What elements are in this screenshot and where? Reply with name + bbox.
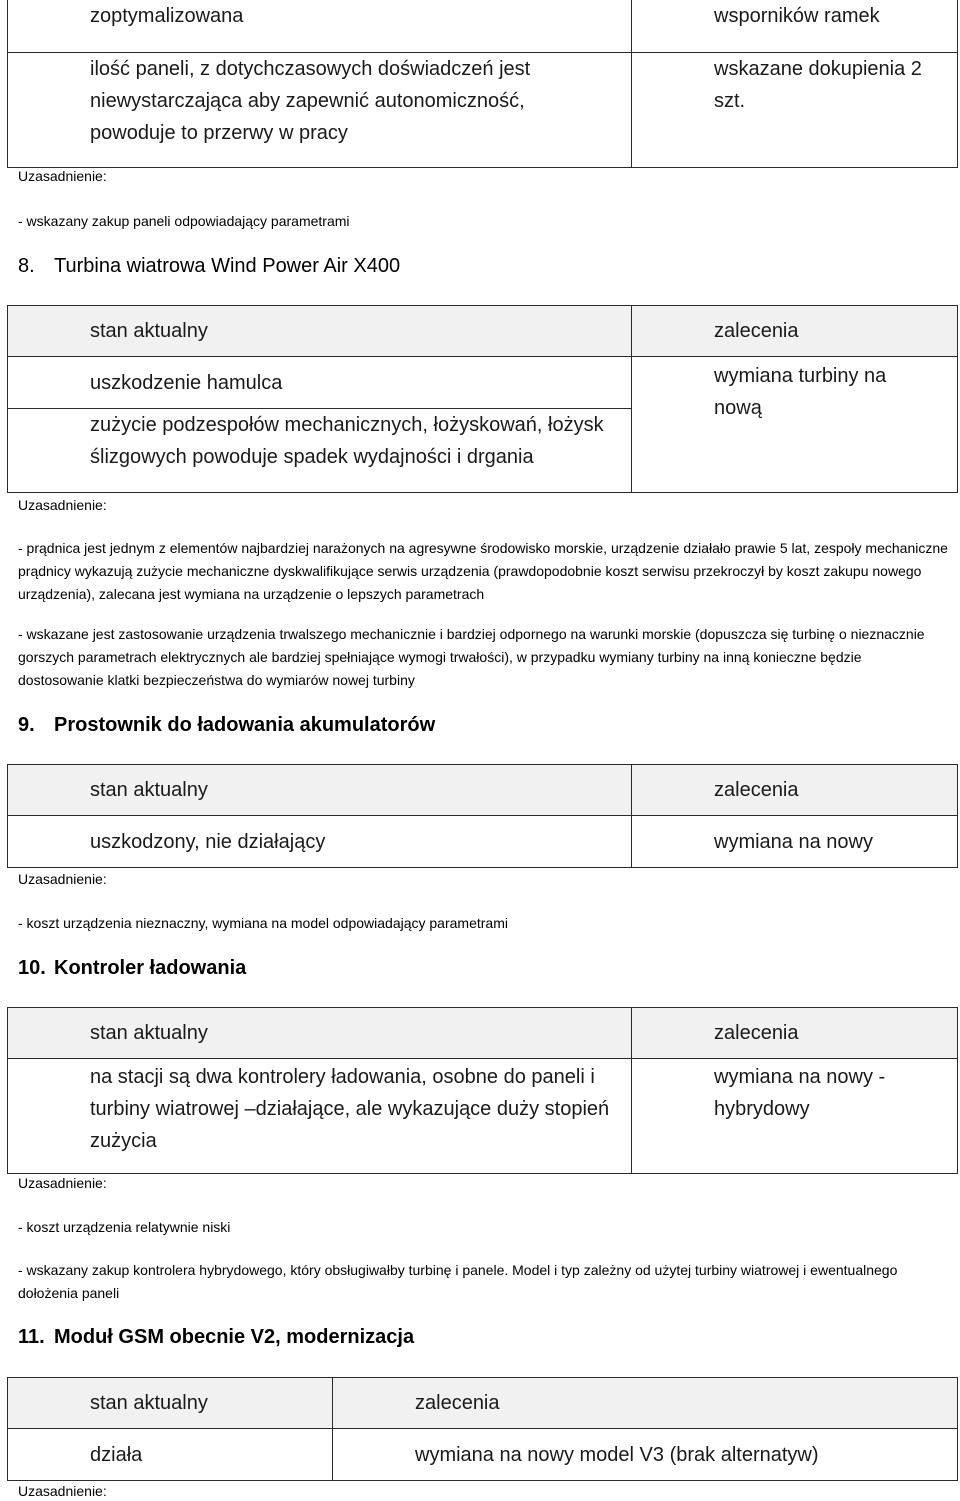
uzasadnienie-label: Uzasadnienie: xyxy=(18,168,107,184)
section-title: Turbina wiatrowa Wind Power Air X400 xyxy=(54,255,401,277)
cell-line: wymiana na nowy - xyxy=(714,1066,886,1088)
cell-line: wymiana turbiny na xyxy=(714,365,887,387)
cell-line: nową xyxy=(714,397,762,419)
header-zalecenia: zalecenia xyxy=(333,1378,958,1429)
section-9-table xyxy=(7,764,958,868)
header-zalecenia: zalecenia xyxy=(632,1008,958,1059)
cell-line: ilość paneli, z dotychczasowych doświadczeń jest xyxy=(90,57,531,80)
zalecenia-cell: wymiana na nowy xyxy=(632,816,958,868)
uzasadnienie-label: Uzasadnienie: xyxy=(18,497,107,513)
cell-line: szt. xyxy=(714,89,746,112)
section-number: 8. xyxy=(18,255,35,277)
uzasadnienie-label: Uzasadnienie: xyxy=(18,1483,107,1499)
cell-line: zużycia xyxy=(90,1130,157,1152)
cell-line: niewystarczająca aby zapewnić autonomiczność, xyxy=(90,89,525,112)
cell-line: ślizgowych powoduje spadek wydajności i drgania xyxy=(90,446,534,468)
header-stan-aktualny: stan aktualny xyxy=(8,1378,333,1429)
section-number: 10. xyxy=(18,957,46,979)
section-title: Prostownik do ładowania akumulatorów xyxy=(54,714,436,736)
cell-line: na stacji są dwa kontrolery ładowania, osobne do paneli i xyxy=(90,1066,595,1088)
zalecenia-cell: wymiana na nowy model V3 (brak alternatyw) xyxy=(333,1429,958,1481)
uzasadnienie-label: Uzasadnienie: xyxy=(18,1175,107,1191)
header-zalecenia: zalecenia xyxy=(632,306,958,357)
cell-line: hybrydowy xyxy=(714,1098,810,1120)
stan-cell: uszkodzony, nie działający xyxy=(8,816,632,868)
cell-text: zoptymalizowana xyxy=(90,5,244,27)
section-11-table xyxy=(7,1377,958,1481)
section-title: Moduł GSM obecnie V2, modernizacja xyxy=(54,1326,415,1348)
section-number: 9. xyxy=(18,714,35,736)
section-11-heading xyxy=(18,1326,414,1349)
header-stan-aktualny: stan aktualny xyxy=(8,306,632,357)
top-table-cell-left-1 xyxy=(8,0,632,52)
uzasadnienie-label: Uzasadnienie: xyxy=(18,871,107,887)
justification-text: - wskazany zakup kontrolera hybrydowego, który obsługiwałby turbinę i panele. Model i typ zależny od użytej turbiny wiatrowej i ewentualnego dołożenia paneli xyxy=(18,1262,898,1301)
justification-text: - koszt urządzenia nieznaczny, wymiana na model odpowiadający parametrami xyxy=(18,915,508,931)
stan-cell: działa xyxy=(8,1429,333,1481)
header-stan-aktualny: stan aktualny xyxy=(8,1008,632,1059)
top-table-cell-right-2 xyxy=(632,52,958,167)
stan-cell-1 xyxy=(8,357,632,409)
zalecenia-cell xyxy=(632,357,958,493)
section-title: Kontroler ładowania xyxy=(54,957,247,979)
justification-text: - wskazany zakup paneli odpowiadający parametrami xyxy=(18,213,350,229)
section-10-table xyxy=(7,1007,958,1174)
top-table-cell-left-2 xyxy=(8,52,632,167)
cell-text: wsporników ramek xyxy=(714,5,880,27)
justification-text: - wskazane jest zastosowanie urządzenia trwalszego mechanicznie i bardziej odpornego na warunki morskie (dopuszcza się turbinę o nieznacznie gorszych parametrach elektrycznych ale bardziej spełniające wymogi trwałości), w przypadku wymiany turbiny na inną konieczne będzie dostosowanie klatki bezpieczeństwa do wymiarów nowej turbiny xyxy=(18,626,925,688)
cell-line: turbiny wiatrowej –działające, ale wykazujące duży stopień xyxy=(90,1098,610,1120)
cell-line: zużycie podzespołów mechanicznych, łożyskowań, łożysk xyxy=(90,414,604,436)
section-number: 11. xyxy=(18,1326,45,1348)
justification-text: - koszt urządzenia relatywnie niski xyxy=(18,1219,231,1235)
cell-line: powoduje to przerwy w pracy xyxy=(90,121,348,144)
cell-text: uszkodzenie hamulca xyxy=(90,371,283,394)
top-table xyxy=(7,0,958,168)
stan-cell-2 xyxy=(8,409,632,493)
justification-text: - prądnica jest jednym z elementów najbardziej narażonych na agresywne środowisko morskie, urządzenie działało prawie 5 lat, zespoły mechaniczne prądnicy wykazują zużycie mechaniczne dyskwalifikujące serwis urządzenia (prawdopodobnie koszt serwisu przekroczył by koszt zakupu nowego urządzenia), zalecana jest wymiana na urządzenie o lepszych parametrach xyxy=(18,540,948,602)
section-8-heading xyxy=(18,255,400,278)
top-table-cell-right-1 xyxy=(632,0,958,52)
header-zalecenia: zalecenia xyxy=(632,765,958,816)
header-stan-aktualny: stan aktualny xyxy=(8,765,632,816)
section-8-table xyxy=(7,305,958,493)
cell-line: wskazane dokupienia 2 xyxy=(714,57,922,80)
stan-cell xyxy=(8,1059,632,1174)
section-10-heading xyxy=(18,957,246,980)
zalecenia-cell xyxy=(632,1059,958,1174)
section-9-heading xyxy=(18,714,435,737)
